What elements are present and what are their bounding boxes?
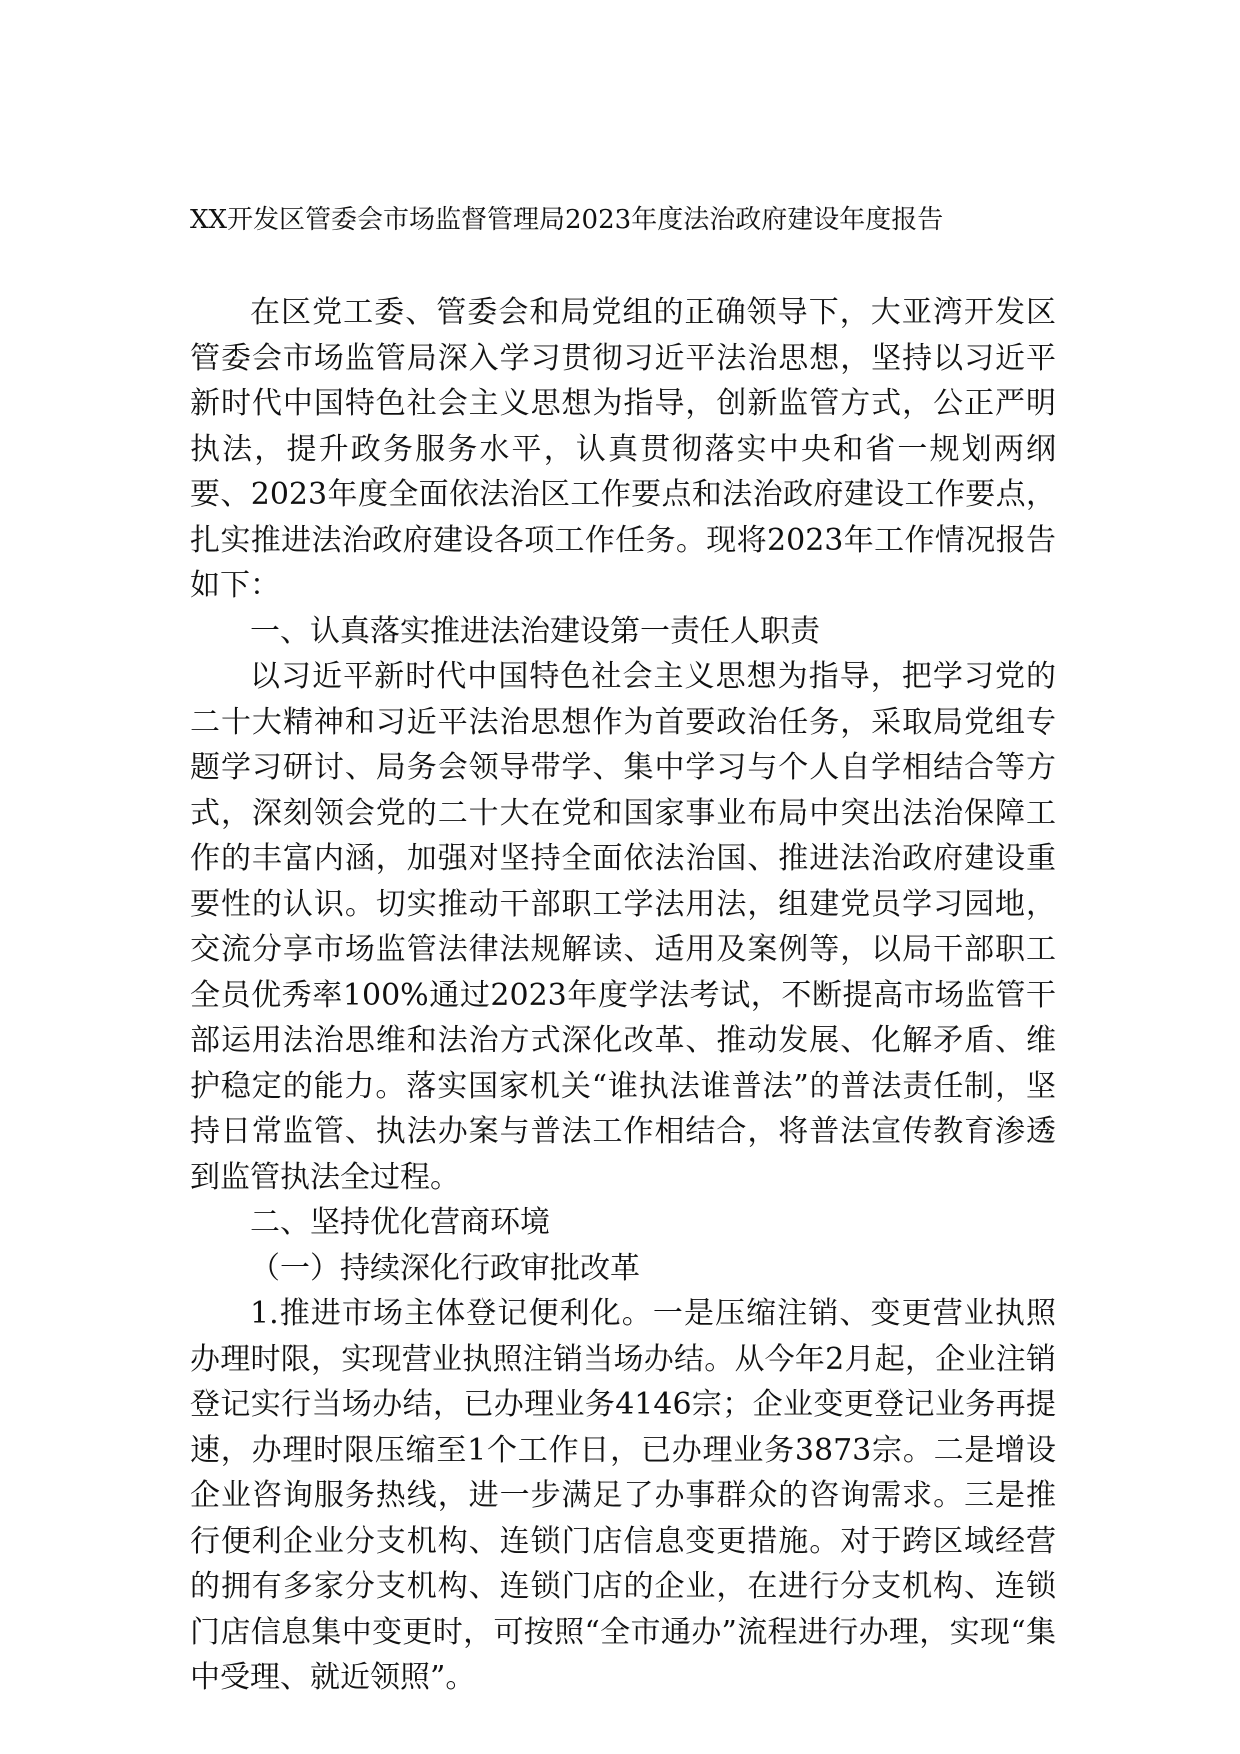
intro-paragraph: 在区党工委、管委会和局党组的正确领导下，大亚湾开发区管委会市场监管局深入学习贯彻习近平法治思想，坚持以习近平新时代中国特色社会主义思想为指导，创新监管方式，公正严明执法，提升政务服务水平，认真贯彻落实中央和省一规划两纲要、2023年度全面依法治区工作要点和法治政府建设工作要点，扎实推进法治政府建设各项工作任务。现将2023年工作情况报告如下：	[190, 295, 1056, 603]
section-1-paragraph: 以习近平新时代中国特色社会主义思想为指导，把学习党的二十大精神和习近平法治思想作为首要政治任务，采取局党组专题学习研讨、局务会领导带学、集中学习与个人自学相结合等方式，深刻领会党的二十大在党和国家事业布局中突出法治保障工作的丰富内涵，加强对坚持全面依法治国、推进法治政府建设重要性的认识。切实推动干部职工学法用法，组建党员学习园地，交流分享市场监管法律法规解读、适用及案例等，以局干部职工全员优秀率100%通过2023年度学法考试，不断提高市场监管干部运用法治思维和法治方式深化改革、推动发展、化解矛盾、维护稳定的能力。落实国家机关“谁执法谁普法”的普法责任制，坚持日常监管、执法办案与普法工作相结合，将普法宣传教育渗透到监管执法全过程。	[190, 659, 1056, 1195]
document-body	[190, 290, 1056, 1701]
document-title: XX开发区管委会市场监督管理局2023年度法治政府建设年度报告	[190, 205, 944, 235]
section-heading-2: 二、坚持优化营商环境	[250, 1205, 550, 1240]
section-heading-1: 一、认真落实推进法治建设第一责任人职责	[250, 613, 820, 649]
item-paragraph-1: 1.推进市场主体登记便利化。一是压缩注销、变更营业执照办理时限，实现营业执照注销当场办结。从今年2月起，企业注销登记实行当场办结，已办理业务4146宗；企业变更登记业务再提速，办理时限压缩至1个工作日，已办理业务3873宗。二是增设企业咨询服务热线，进一步满足了办事群众的咨询需求。三是推行便利企业分支机构、连锁门店信息变更措施。对于跨区域经营的拥有多家分支机构、连锁门店的企业，在进行分支机构、连锁门店信息集中变更时，可按照“全市通办”流程进行办理，实现“集中受理、就近领照”。	[190, 1296, 1056, 1695]
subsection-heading-2-1: （一）持续深化行政审批改革	[250, 1250, 640, 1286]
